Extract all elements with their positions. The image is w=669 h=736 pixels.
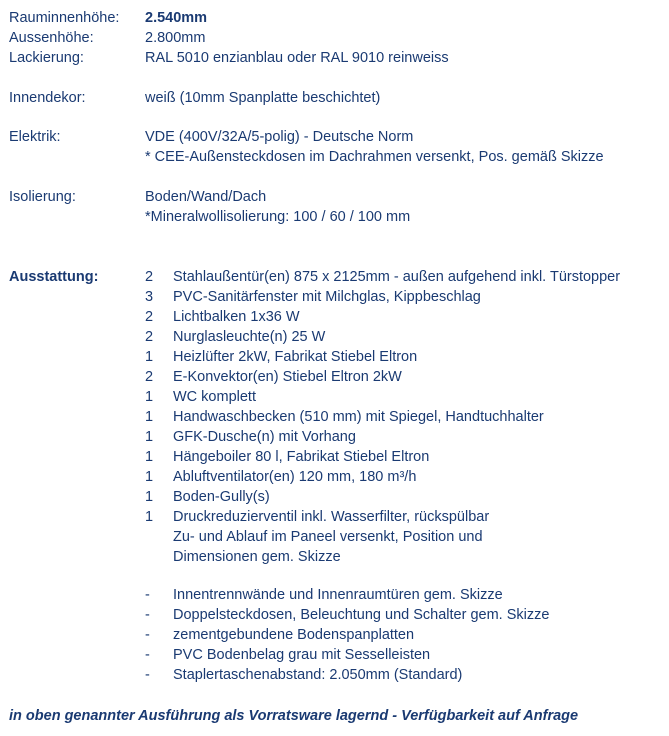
equipment-item-text: Zu- und Ablauf im Paneel versenkt, Position und xyxy=(173,529,483,545)
extra-item-qty: - xyxy=(145,647,150,663)
equipment-item-qty: 1 xyxy=(145,409,154,425)
equipment-item-text: Abluftventilator(en) 120 mm, 180 m³/h xyxy=(173,469,417,485)
extra-item-text: Innentrennwände und Innenraumtüren gem. Skizze xyxy=(173,587,503,603)
spec-label: Elektrik: xyxy=(9,129,61,145)
spec-value xyxy=(145,127,604,167)
ausstattung-section xyxy=(9,267,664,687)
equipment-item-qty: 3 xyxy=(145,289,154,305)
spec-value-line: *Mineralwollisolierung: 100 / 60 / 100 mm xyxy=(145,209,411,225)
equipment-item-text: Lichtbalken 1x36 W xyxy=(173,309,300,325)
equipment-item-qty: 1 xyxy=(145,429,154,445)
equipment-item-text: Boden-Gully(s) xyxy=(173,489,270,505)
equipment-item-text: PVC-Sanitärfenster mit Milchglas, Kippbeschlag xyxy=(173,289,481,305)
equipment-item-text: Dimensionen gem. Skizze xyxy=(173,549,341,565)
equipment-item-qty: 2 xyxy=(145,369,154,385)
extra-item-qty: - xyxy=(145,587,150,603)
extra-item-qty: - xyxy=(145,627,150,643)
spec-value-line: * CEE-Außensteckdosen im Dachrahmen versenkt, Pos. gemäß Skizze xyxy=(145,149,604,165)
ausstattung-label: Ausstattung: xyxy=(9,269,99,285)
spec-value: 2.800mm xyxy=(145,30,206,46)
availability-note: in oben genannter Ausführung als Vorratsware lagernd - Verfügbarkeit auf Anfrage xyxy=(9,708,579,724)
spec-value-line: Boden/Wand/Dach xyxy=(145,189,267,205)
extra-item-qty: - xyxy=(145,667,150,683)
spec-value: weiß (10mm Spanplatte beschichtet) xyxy=(145,90,381,106)
spec-label: Aussenhöhe: xyxy=(9,30,94,46)
equipment-item-text: WC komplett xyxy=(173,389,256,405)
equipment-item-text: Stahlaußentür(en) 875 x 2125mm - außen aufgehend inkl. Türstopper xyxy=(173,269,621,285)
spec-value: 2.540mm xyxy=(145,10,208,26)
equipment-item-qty: 1 xyxy=(145,389,154,405)
equipment-item-qty: 2 xyxy=(145,329,154,345)
equipment-item-text: GFK-Dusche(n) mit Vorhang xyxy=(173,429,356,445)
spec-label: Lackierung: xyxy=(9,50,84,66)
spec-label: Innendekor: xyxy=(9,90,86,106)
extra-item-text: Staplertaschenabstand: 2.050mm (Standard) xyxy=(173,667,463,683)
equipment-item-qty xyxy=(145,547,165,567)
equipment-item-text: E-Konvektor(en) Stiebel Eltron 2kW xyxy=(173,369,402,385)
equipment-item-text: Nurglasleuchte(n) 25 W xyxy=(173,329,326,345)
equipment-item-qty: 1 xyxy=(145,349,154,365)
equipment-item-qty: 1 xyxy=(145,469,154,485)
equipment-item-text: Handwaschbecken (510 mm) mit Spiegel, Handtuchhalter xyxy=(173,409,544,425)
equipment-item-qty xyxy=(145,527,165,547)
equipment-item-text: Hängeboiler 80 l, Fabrikat Stiebel Eltron xyxy=(173,449,430,465)
extra-item-qty: - xyxy=(145,607,150,623)
equipment-item-text: Heizlüfter 2kW, Fabrikat Stiebel Eltron xyxy=(173,349,418,365)
equipment-item-qty: 1 xyxy=(145,509,154,525)
equipment-item-qty: 2 xyxy=(145,309,154,325)
extra-item-text: Doppelsteckdosen, Beleuchtung und Schalter gem. Skizze xyxy=(173,607,550,623)
equipment-item-qty: 1 xyxy=(145,449,154,465)
spec-label: Isolierung: xyxy=(9,189,76,205)
spec-value: RAL 5010 enzianblau oder RAL 9010 reinweiss xyxy=(145,50,449,66)
extra-item-text: zementgebundene Bodenspanplatten xyxy=(173,627,415,643)
spec-value xyxy=(145,187,410,227)
equipment-item-qty: 1 xyxy=(145,489,154,505)
extra-item-text: PVC Bodenbelag grau mit Sesselleisten xyxy=(173,647,431,663)
spec-label: Rauminnenhöhe: xyxy=(9,10,120,26)
equipment-item-qty: 2 xyxy=(145,269,154,285)
equipment-item-text: Druckreduzierventil inkl. Wasserfilter, rückspülbar xyxy=(173,509,490,525)
spec-value-line: VDE (400V/32A/5-polig) - Deutsche Norm xyxy=(145,129,414,145)
